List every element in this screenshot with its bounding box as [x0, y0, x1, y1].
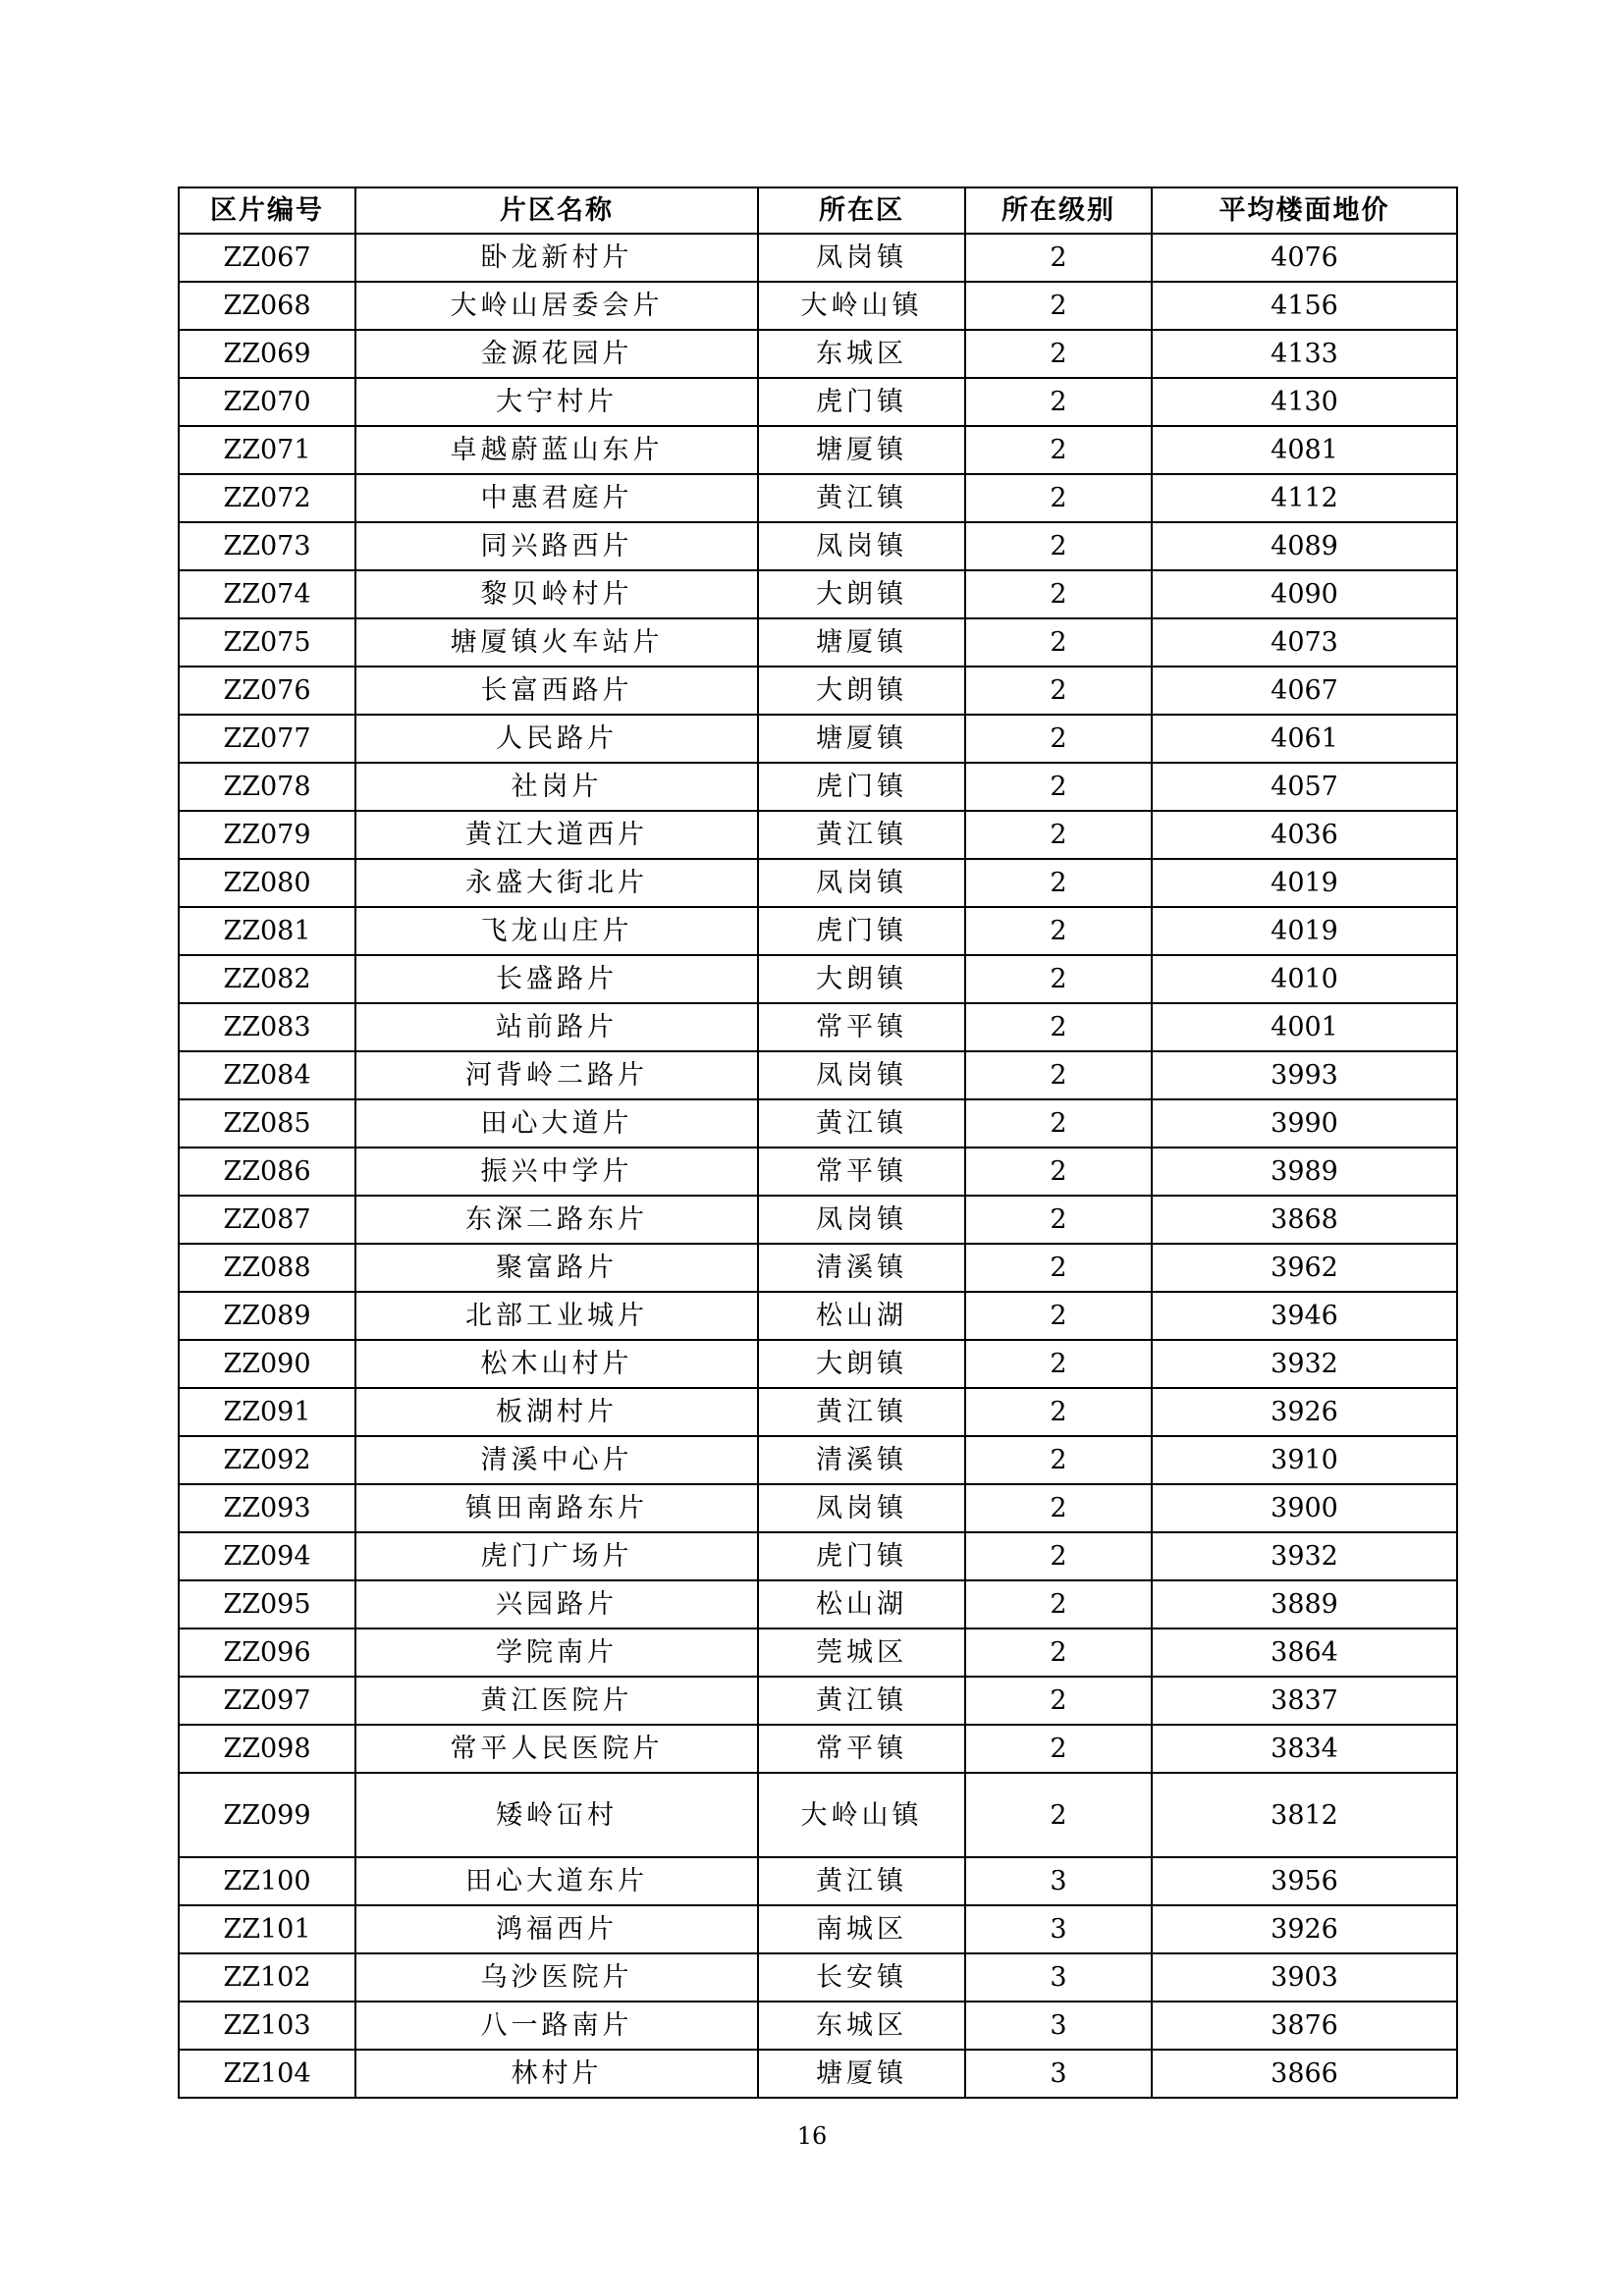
- cell-avg-price: 3956: [1152, 1857, 1457, 1905]
- cell-district: 塘厦镇: [758, 618, 965, 667]
- cell-avg-price: 4090: [1152, 570, 1457, 618]
- header-district: 所在区: [758, 187, 965, 234]
- cell-district: 大朗镇: [758, 1340, 965, 1388]
- cell-avg-price: 4061: [1152, 715, 1457, 763]
- cell-level: 2: [965, 1340, 1152, 1388]
- cell-avg-price: 3926: [1152, 1905, 1457, 1953]
- cell-level: 2: [965, 955, 1152, 1003]
- table-row: [179, 234, 1457, 282]
- cell-level: 2: [965, 1629, 1152, 1677]
- cell-district: 大岭山镇: [758, 1773, 965, 1857]
- table-row: [179, 1196, 1457, 1244]
- cell-zone-code: ZZ104: [179, 2050, 355, 2098]
- cell-zone-code: ZZ102: [179, 1953, 355, 2002]
- cell-zone-code: ZZ083: [179, 1003, 355, 1051]
- cell-avg-price: 4057: [1152, 763, 1457, 811]
- table-row: [179, 378, 1457, 426]
- cell-zone-code: ZZ101: [179, 1905, 355, 1953]
- cell-level: 3: [965, 1857, 1152, 1905]
- cell-avg-price: 3864: [1152, 1629, 1457, 1677]
- cell-district: 常平镇: [758, 1148, 965, 1196]
- cell-avg-price: 4001: [1152, 1003, 1457, 1051]
- cell-district: 清溪镇: [758, 1244, 965, 1292]
- cell-district: 莞城区: [758, 1629, 965, 1677]
- cell-area-name: 松木山村片: [355, 1340, 758, 1388]
- cell-area-name: 振兴中学片: [355, 1148, 758, 1196]
- cell-avg-price: 3834: [1152, 1725, 1457, 1773]
- cell-district: 黄江镇: [758, 1857, 965, 1905]
- cell-district: 凤岗镇: [758, 859, 965, 907]
- cell-zone-code: ZZ087: [179, 1196, 355, 1244]
- cell-avg-price: 3866: [1152, 2050, 1457, 2098]
- cell-avg-price: 4133: [1152, 330, 1457, 378]
- cell-district: 凤岗镇: [758, 1196, 965, 1244]
- cell-area-name: 塘厦镇火车站片: [355, 618, 758, 667]
- cell-zone-code: ZZ074: [179, 570, 355, 618]
- cell-area-name: 长富西路片: [355, 667, 758, 715]
- table-row: [179, 955, 1457, 1003]
- cell-level: 2: [965, 330, 1152, 378]
- table-row: [179, 522, 1457, 570]
- cell-level: 2: [965, 1051, 1152, 1099]
- cell-level: 2: [965, 1388, 1152, 1436]
- cell-district: 大朗镇: [758, 955, 965, 1003]
- cell-area-name: 八一路南片: [355, 2002, 758, 2050]
- cell-district: 松山湖: [758, 1580, 965, 1629]
- cell-zone-code: ZZ081: [179, 907, 355, 955]
- cell-area-name: 林村片: [355, 2050, 758, 2098]
- table-row: [179, 1953, 1457, 2002]
- table-body: [179, 234, 1457, 2098]
- table-row: [179, 1905, 1457, 1953]
- cell-avg-price: 3990: [1152, 1099, 1457, 1148]
- header-zone-code: 区片编号: [179, 187, 355, 234]
- table-row: [179, 618, 1457, 667]
- cell-area-name: 学院南片: [355, 1629, 758, 1677]
- table-row: [179, 763, 1457, 811]
- cell-area-name: 金源花园片: [355, 330, 758, 378]
- cell-district: 凤岗镇: [758, 234, 965, 282]
- cell-avg-price: 4019: [1152, 859, 1457, 907]
- cell-area-name: 人民路片: [355, 715, 758, 763]
- cell-avg-price: 3889: [1152, 1580, 1457, 1629]
- cell-district: 虎门镇: [758, 1532, 965, 1580]
- cell-district: 凤岗镇: [758, 522, 965, 570]
- cell-avg-price: 4010: [1152, 955, 1457, 1003]
- cell-avg-price: 4073: [1152, 618, 1457, 667]
- cell-district: 黄江镇: [758, 474, 965, 522]
- cell-zone-code: ZZ084: [179, 1051, 355, 1099]
- table-header: [179, 187, 1457, 234]
- cell-zone-code: ZZ076: [179, 667, 355, 715]
- cell-district: 虎门镇: [758, 763, 965, 811]
- cell-zone-code: ZZ094: [179, 1532, 355, 1580]
- cell-avg-price: 3993: [1152, 1051, 1457, 1099]
- cell-zone-code: ZZ069: [179, 330, 355, 378]
- cell-area-name: 田心大道东片: [355, 1857, 758, 1905]
- cell-level: 2: [965, 1292, 1152, 1340]
- cell-zone-code: ZZ085: [179, 1099, 355, 1148]
- cell-district: 长安镇: [758, 1953, 965, 2002]
- cell-avg-price: 4112: [1152, 474, 1457, 522]
- cell-level: 2: [965, 1580, 1152, 1629]
- cell-district: 黄江镇: [758, 1388, 965, 1436]
- cell-area-name: 中惠君庭片: [355, 474, 758, 522]
- cell-area-name: 乌沙医院片: [355, 1953, 758, 2002]
- cell-zone-code: ZZ096: [179, 1629, 355, 1677]
- cell-zone-code: ZZ097: [179, 1677, 355, 1725]
- cell-avg-price: 4067: [1152, 667, 1457, 715]
- cell-zone-code: ZZ070: [179, 378, 355, 426]
- cell-level: 3: [965, 1953, 1152, 2002]
- table-row: [179, 1003, 1457, 1051]
- table-row: [179, 2050, 1457, 2098]
- header-row: [179, 187, 1457, 234]
- table-row: [179, 1436, 1457, 1484]
- cell-area-name: 虎门广场片: [355, 1532, 758, 1580]
- cell-level: 2: [965, 282, 1152, 330]
- cell-avg-price: 3868: [1152, 1196, 1457, 1244]
- cell-avg-price: 3876: [1152, 2002, 1457, 2050]
- cell-zone-code: ZZ100: [179, 1857, 355, 1905]
- cell-district: 大朗镇: [758, 570, 965, 618]
- land-price-table: [178, 187, 1458, 2099]
- cell-area-name: 飞龙山庄片: [355, 907, 758, 955]
- table-row: [179, 715, 1457, 763]
- table-row: [179, 1244, 1457, 1292]
- cell-level: 2: [965, 1725, 1152, 1773]
- cell-level: 2: [965, 859, 1152, 907]
- cell-district: 常平镇: [758, 1003, 965, 1051]
- cell-area-name: 兴园路片: [355, 1580, 758, 1629]
- table-row: [179, 1857, 1457, 1905]
- table-row: [179, 426, 1457, 474]
- cell-district: 大岭山镇: [758, 282, 965, 330]
- cell-district: 塘厦镇: [758, 715, 965, 763]
- table-row: [179, 1677, 1457, 1725]
- cell-district: 黄江镇: [758, 811, 965, 859]
- cell-area-name: 黎贝岭村片: [355, 570, 758, 618]
- cell-zone-code: ZZ071: [179, 426, 355, 474]
- cell-zone-code: ZZ078: [179, 763, 355, 811]
- cell-zone-code: ZZ099: [179, 1773, 355, 1857]
- cell-level: 2: [965, 618, 1152, 667]
- cell-district: 松山湖: [758, 1292, 965, 1340]
- cell-zone-code: ZZ090: [179, 1340, 355, 1388]
- cell-level: 2: [965, 1484, 1152, 1532]
- cell-avg-price: 3900: [1152, 1484, 1457, 1532]
- table-row: [179, 859, 1457, 907]
- cell-level: 2: [965, 474, 1152, 522]
- cell-avg-price: 3903: [1152, 1953, 1457, 2002]
- cell-area-name: 常平人民医院片: [355, 1725, 758, 1773]
- cell-area-name: 大岭山居委会片: [355, 282, 758, 330]
- cell-avg-price: 3910: [1152, 1436, 1457, 1484]
- cell-avg-price: 3989: [1152, 1148, 1457, 1196]
- cell-district: 塘厦镇: [758, 426, 965, 474]
- cell-level: 2: [965, 1244, 1152, 1292]
- cell-level: 3: [965, 2050, 1152, 2098]
- cell-area-name: 卧龙新村片: [355, 234, 758, 282]
- cell-zone-code: ZZ091: [179, 1388, 355, 1436]
- cell-district: 塘厦镇: [758, 2050, 965, 2098]
- table-row: [179, 1629, 1457, 1677]
- cell-level: 2: [965, 234, 1152, 282]
- cell-area-name: 大宁村片: [355, 378, 758, 426]
- table-row: [179, 1292, 1457, 1340]
- cell-level: 2: [965, 1532, 1152, 1580]
- cell-zone-code: ZZ093: [179, 1484, 355, 1532]
- table-row: [179, 907, 1457, 955]
- table-row: [179, 1340, 1457, 1388]
- cell-avg-price: 4076: [1152, 234, 1457, 282]
- cell-zone-code: ZZ092: [179, 1436, 355, 1484]
- cell-level: 2: [965, 763, 1152, 811]
- table-row: [179, 1773, 1457, 1857]
- cell-area-name: 清溪中心片: [355, 1436, 758, 1484]
- cell-avg-price: 3837: [1152, 1677, 1457, 1725]
- cell-zone-code: ZZ075: [179, 618, 355, 667]
- cell-area-name: 镇田南路东片: [355, 1484, 758, 1532]
- cell-avg-price: 3932: [1152, 1532, 1457, 1580]
- cell-level: 2: [965, 667, 1152, 715]
- cell-level: 2: [965, 715, 1152, 763]
- cell-district: 虎门镇: [758, 378, 965, 426]
- table-row: [179, 1099, 1457, 1148]
- cell-area-name: 聚富路片: [355, 1244, 758, 1292]
- cell-level: 2: [965, 811, 1152, 859]
- cell-zone-code: ZZ095: [179, 1580, 355, 1629]
- cell-avg-price: 4130: [1152, 378, 1457, 426]
- cell-area-name: 黄江医院片: [355, 1677, 758, 1725]
- cell-area-name: 黄江大道西片: [355, 811, 758, 859]
- table-row: [179, 1051, 1457, 1099]
- cell-area-name: 河背岭二路片: [355, 1051, 758, 1099]
- table-row: [179, 811, 1457, 859]
- cell-zone-code: ZZ089: [179, 1292, 355, 1340]
- cell-zone-code: ZZ068: [179, 282, 355, 330]
- cell-level: 2: [965, 1773, 1152, 1857]
- table-row: [179, 1388, 1457, 1436]
- cell-level: 2: [965, 1436, 1152, 1484]
- cell-level: 2: [965, 570, 1152, 618]
- cell-avg-price: 4081: [1152, 426, 1457, 474]
- cell-district: 常平镇: [758, 1725, 965, 1773]
- table-row: [179, 474, 1457, 522]
- table-row: [179, 1725, 1457, 1773]
- cell-avg-price: 3812: [1152, 1773, 1457, 1857]
- cell-zone-code: ZZ067: [179, 234, 355, 282]
- cell-area-name: 永盛大街北片: [355, 859, 758, 907]
- cell-district: 黄江镇: [758, 1099, 965, 1148]
- cell-avg-price: 3926: [1152, 1388, 1457, 1436]
- table-row: [179, 330, 1457, 378]
- cell-level: 3: [965, 2002, 1152, 2050]
- cell-district: 东城区: [758, 2002, 965, 2050]
- cell-zone-code: ZZ086: [179, 1148, 355, 1196]
- table-row: [179, 2002, 1457, 2050]
- cell-level: 2: [965, 907, 1152, 955]
- cell-zone-code: ZZ098: [179, 1725, 355, 1773]
- cell-area-name: 东深二路东片: [355, 1196, 758, 1244]
- table-row: [179, 570, 1457, 618]
- table-row: [179, 1484, 1457, 1532]
- cell-area-name: 社岗片: [355, 763, 758, 811]
- table-row: [179, 667, 1457, 715]
- cell-area-name: 卓越蔚蓝山东片: [355, 426, 758, 474]
- cell-level: 2: [965, 1099, 1152, 1148]
- cell-level: 2: [965, 522, 1152, 570]
- cell-district: 凤岗镇: [758, 1051, 965, 1099]
- cell-district: 虎门镇: [758, 907, 965, 955]
- cell-area-name: 北部工业城片: [355, 1292, 758, 1340]
- cell-area-name: 同兴路西片: [355, 522, 758, 570]
- cell-level: 3: [965, 1905, 1152, 1953]
- cell-zone-code: ZZ073: [179, 522, 355, 570]
- table-row: [179, 1580, 1457, 1629]
- cell-avg-price: 3946: [1152, 1292, 1457, 1340]
- cell-level: 2: [965, 1003, 1152, 1051]
- cell-district: 清溪镇: [758, 1436, 965, 1484]
- cell-area-name: 板湖村片: [355, 1388, 758, 1436]
- cell-avg-price: 4089: [1152, 522, 1457, 570]
- cell-zone-code: ZZ088: [179, 1244, 355, 1292]
- table-row: [179, 282, 1457, 330]
- cell-avg-price: 3932: [1152, 1340, 1457, 1388]
- cell-district: 东城区: [758, 330, 965, 378]
- header-level: 所在级别: [965, 187, 1152, 234]
- cell-area-name: 鸿福西片: [355, 1905, 758, 1953]
- cell-zone-code: ZZ082: [179, 955, 355, 1003]
- cell-district: 黄江镇: [758, 1677, 965, 1725]
- cell-zone-code: ZZ079: [179, 811, 355, 859]
- cell-zone-code: ZZ072: [179, 474, 355, 522]
- cell-area-name: 田心大道片: [355, 1099, 758, 1148]
- cell-avg-price: 4156: [1152, 282, 1457, 330]
- cell-zone-code: ZZ103: [179, 2002, 355, 2050]
- cell-avg-price: 4036: [1152, 811, 1457, 859]
- cell-level: 2: [965, 1148, 1152, 1196]
- cell-level: 2: [965, 1677, 1152, 1725]
- cell-level: 2: [965, 1196, 1152, 1244]
- cell-zone-code: ZZ077: [179, 715, 355, 763]
- cell-avg-price: 3962: [1152, 1244, 1457, 1292]
- cell-district: 南城区: [758, 1905, 965, 1953]
- cell-level: 2: [965, 426, 1152, 474]
- cell-district: 大朗镇: [758, 667, 965, 715]
- cell-district: 凤岗镇: [758, 1484, 965, 1532]
- page-number: 16: [796, 2122, 828, 2150]
- cell-area-name: 矮岭冚村: [355, 1773, 758, 1857]
- table-row: [179, 1148, 1457, 1196]
- cell-level: 2: [965, 378, 1152, 426]
- table-row: [179, 1532, 1457, 1580]
- cell-area-name: 长盛路片: [355, 955, 758, 1003]
- cell-zone-code: ZZ080: [179, 859, 355, 907]
- header-avg-price: 平均楼面地价: [1152, 187, 1457, 234]
- header-area-name: 片区名称: [355, 187, 758, 234]
- cell-avg-price: 4019: [1152, 907, 1457, 955]
- cell-area-name: 站前路片: [355, 1003, 758, 1051]
